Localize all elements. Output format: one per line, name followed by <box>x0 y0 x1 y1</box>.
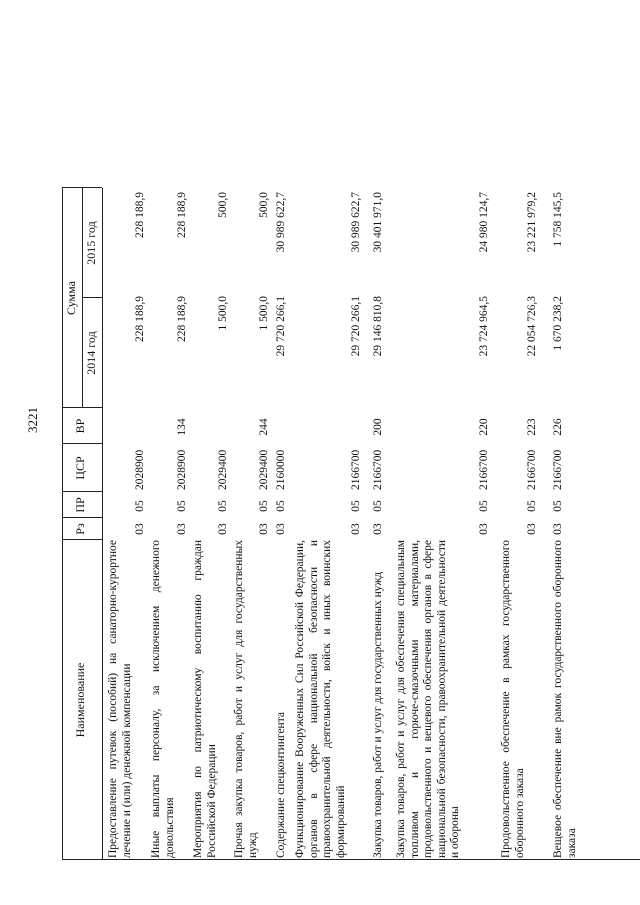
table-left-border <box>62 859 640 860</box>
row-rz: 03 <box>176 523 188 535</box>
row-sum-2014: 29 720 266,1 <box>350 296 362 357</box>
row-vr: 223 <box>526 418 538 436</box>
row-vr: 200 <box>372 418 384 436</box>
header-sum: Сумма <box>64 281 78 315</box>
header-vr: ВР <box>73 418 87 434</box>
row-rz: 03 <box>275 523 287 535</box>
header-year-2014: 2014 год <box>84 331 98 375</box>
row-rz: 03 <box>526 523 538 535</box>
row-csr: 2029400 <box>217 449 229 490</box>
row-name: Мероприятия по патриотическому воспитанию граждан Российской Федерации <box>192 540 218 858</box>
row-rz: 03 <box>134 523 146 535</box>
row-name: Продовольственное обеспечение в рамках государственного оборонного заказа <box>500 540 526 858</box>
row-pr: 05 <box>217 500 229 512</box>
row-csr: 2166700 <box>526 449 538 490</box>
row-csr: 2166700 <box>350 449 362 490</box>
row-pr: 05 <box>552 500 564 512</box>
row-sum-2015: 30 989 622,7 <box>275 192 287 253</box>
row-name: Функционирование Вооруженных Сил Российской Федерации, органов в сфере национальной безопасности и правоохранительной деятельности, войск и иных воинских формирований <box>294 540 347 858</box>
row-sum-2015: 24 980 124,7 <box>478 192 490 253</box>
row-sum-2014: 23 724 964,5 <box>478 296 490 357</box>
row-sum-2014: 228 188,9 <box>176 296 188 342</box>
row-name: Вещевое обеспечение вне рамок государственного оборонного заказа <box>552 540 578 858</box>
row-sum-2014: 1 500,0 <box>258 296 270 331</box>
row-name: Прочая закупка товаров, работ и услуг для государственных нужд <box>233 540 259 858</box>
row-pr: 05 <box>526 500 538 512</box>
row-rz: 03 <box>552 523 564 535</box>
row-sum-2015: 228 188,9 <box>176 192 188 238</box>
row-sum-2015: 500,0 <box>258 192 270 218</box>
row-sum-2015: 30 989 622,7 <box>350 192 362 253</box>
row-pr: 05 <box>275 500 287 512</box>
subheader-line <box>82 188 83 408</box>
row-csr: 2166700 <box>552 449 564 490</box>
header-rz: Рз <box>73 523 87 535</box>
row-vr: 226 <box>552 418 564 436</box>
row-name: Закупка товаров, работ и услуг для государственных нужд <box>372 571 384 858</box>
row-pr: 05 <box>258 500 270 512</box>
row-name: Иные выплаты персоналу, за исключением денежного довольствия <box>150 540 176 858</box>
budget-table <box>62 55 634 860</box>
row-name: Предоставление путевок (пособий) на санаторно-курортное лечение и (или) денежной компенсации <box>107 540 133 858</box>
row-sum-2015: 228 188,9 <box>134 192 146 238</box>
row-rz: 03 <box>350 523 362 535</box>
row-sum-2014: 1 500,0 <box>217 296 229 331</box>
table-top-border <box>62 188 63 860</box>
row-sum-2015: 1 758 145,5 <box>552 192 564 247</box>
row-pr: 05 <box>372 500 384 512</box>
header-year-2015: 2015 год <box>84 221 98 265</box>
row-pr: 05 <box>176 500 188 512</box>
row-rz: 03 <box>372 523 384 535</box>
row-vr: 134 <box>176 418 188 436</box>
row-rz: 03 <box>217 523 229 535</box>
header-csr: ЦСР <box>73 456 87 480</box>
row-name: Закупка товаров, работ и услуг для обеспечения специальным топливом и горюче-смазочными материалами, продовольственного и вещевого обеспечения органов в сфере национальной безопасности, правоохранительной деятельности и обороны <box>395 540 461 858</box>
row-csr: 2166700 <box>478 449 490 490</box>
page-number: 3221 <box>25 407 40 433</box>
row-sum-2014: 22 054 726,3 <box>526 296 538 357</box>
row-vr: 244 <box>258 418 270 436</box>
row-sum-2014: 1 670 238,2 <box>552 296 564 351</box>
row-pr: 05 <box>350 500 362 512</box>
header-bottom-border <box>102 188 103 860</box>
row-csr: 2029400 <box>258 449 270 490</box>
row-sum-2015: 500,0 <box>217 192 229 218</box>
row-sum-2015: 30 401 971,0 <box>372 192 384 253</box>
row-pr: 05 <box>478 500 490 512</box>
row-sum-2015: 23 221 979,2 <box>526 192 538 253</box>
row-csr: 2160000 <box>275 449 287 490</box>
row-name: Содержание спецконтингента <box>275 712 287 858</box>
row-rz: 03 <box>478 523 490 535</box>
header-name: Наименование <box>73 662 87 738</box>
row-sum-2014: 29 146 810,8 <box>372 296 384 357</box>
row-csr: 2028900 <box>134 449 146 490</box>
row-sum-2014: 228 188,9 <box>134 296 146 342</box>
row-csr: 2166700 <box>372 449 384 490</box>
header-pr: ПР <box>73 497 87 513</box>
row-rz: 03 <box>258 523 270 535</box>
row-vr: 220 <box>478 418 490 436</box>
row-csr: 2028900 <box>176 449 188 490</box>
row-pr: 05 <box>134 500 146 512</box>
row-sum-2014: 29 720 266,1 <box>275 296 287 357</box>
